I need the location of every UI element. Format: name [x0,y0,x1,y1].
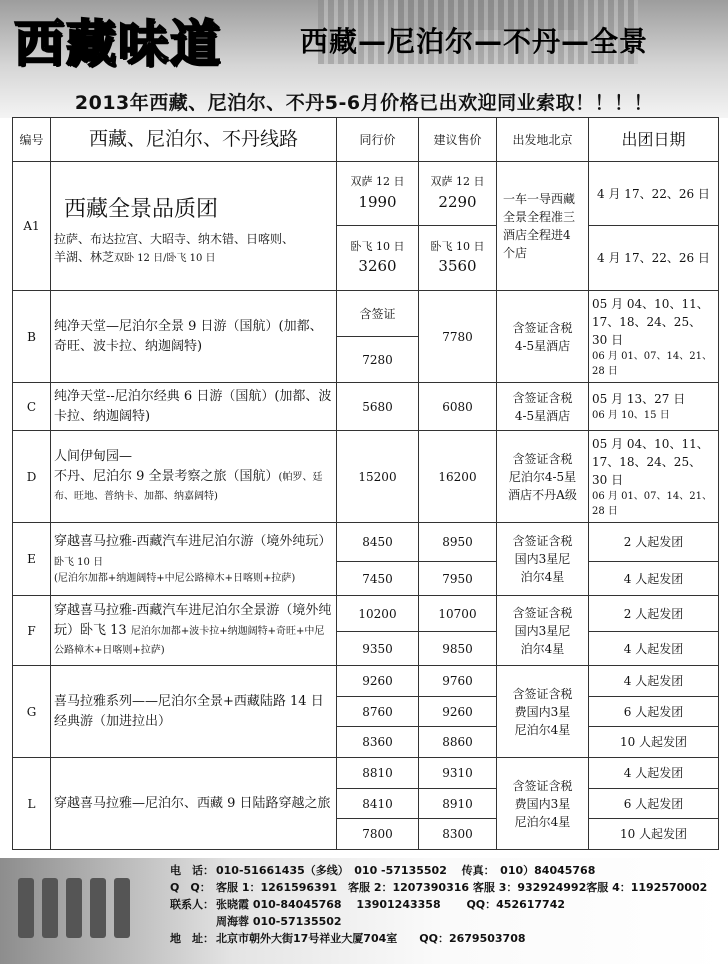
date-cell: 4 月 17、22、26 日 [589,162,719,226]
peer-price-cell: 8760 [337,697,419,727]
dates-may: 05 月 04、10、11、17、18、24、25、30 日 [592,296,709,347]
date-cell [589,383,719,431]
route-note: 双卧 12 日/卧飞 10 日 [114,252,216,264]
price-value: 3560 [438,257,477,275]
price-label: 卧飞 10 日 [350,239,405,253]
headline: 2013年西藏、尼泊尔、不丹5-6月价格已出欢迎同业索取！！！！ [74,92,654,114]
dates-may: 05 月 13、27 日 [592,392,686,406]
table-row [13,758,719,789]
peer-price-cell: 8410 [337,789,419,819]
row-code: B [13,291,51,383]
header-banner [0,0,728,118]
peer-price-cell [337,162,419,226]
header-departure: 出发地北京 [497,118,589,162]
row-code: A1 [13,162,51,291]
peer-price-cell: 7800 [337,819,419,850]
peer-price-cell: 10200 [337,596,419,632]
route-title: 西藏全景品质团 [64,196,219,222]
retail-price-cell: 9850 [419,632,497,666]
contact-person-label: 联系人： [170,898,214,911]
table-header-row [13,118,719,162]
row-code: E [13,523,51,596]
table-row [13,523,719,562]
group-size-cell: 6 人起发团 [589,697,719,727]
peer-price-cell: 7450 [337,562,419,596]
retail-price-cell: 9310 [419,758,497,789]
price-label: 卧飞 10 日 [430,239,485,253]
header-code: 编号 [13,118,51,162]
route-title: 穿越喜马拉雅-西藏汽车进尼泊尔全景游（境外纯玩）卧飞 13 [54,603,332,638]
retail-price-cell: 8950 [419,523,497,562]
date-cell: 4 月 17、22、26 日 [589,226,719,291]
peer-price-cell: 8810 [337,758,419,789]
retail-price-cell: 9260 [419,697,497,727]
dates-june: 06 月 01、07、14、21、28 日 [592,490,712,517]
peer-price-cell: 7280 [337,337,419,383]
prayer-wheel-image [42,878,58,938]
row-code: F [13,596,51,666]
prayer-wheel-image [114,878,130,938]
brand-subtitle: 西藏—尼泊尔—不丹—全景 [300,25,649,58]
peer-price-cell: 15200 [337,431,419,523]
retail-price-cell: 10700 [419,596,497,632]
retail-price-cell: 9760 [419,666,497,697]
price-value: 2290 [438,192,477,211]
contact-info [170,862,707,947]
route-cell: 纯净天堂--尼泊尔经典 6 日游（国航）(加都、波卡拉、纳迦阔特) [51,383,337,431]
group-size-cell: 4 人起发团 [589,758,719,789]
price-label: 双萨 12 日 [430,175,485,188]
prayer-wheel-image [90,878,106,938]
departure-cell: 含签证含税国内3星尼泊尔4星 [497,596,589,666]
peer-price-cell [337,226,419,291]
contact-person-value: 周海蓉 010-57135502 [216,915,342,928]
group-size-cell: 2 人起发团 [589,523,719,562]
group-size-cell: 2 人起发团 [589,596,719,632]
address-label: 地 址： [170,932,214,945]
route-cell [51,523,337,596]
peer-price-cell: 8360 [337,727,419,758]
address-value: 北京市朝外大街17号祥业大厦704室 QQ：2679503708 [216,932,526,945]
route-line: 不丹、尼泊尔 9 全景考察之旅（国航） [54,468,279,484]
route-cell: 穿越喜马拉雅—尼泊尔、西藏 9 日陆路穿越之旅 [51,758,337,850]
route-tag: 卧飞 10 日 [54,556,104,568]
phone-label: 电 话： [170,864,214,877]
table-row [13,162,719,226]
table-row [13,596,719,632]
retail-price-cell: 16200 [419,431,497,523]
route-cell: 喜马拉雅系列——尼泊尔全景+西藏陆路 14 日经典游（加进拉出） [51,666,337,758]
price-value: 3260 [358,257,397,275]
peer-price-cell: 5680 [337,383,419,431]
route-note: 尼泊尔加都+波卡拉+纳迦阔特+奇旺+中尼公路樟木+日喀则+拉萨) [54,625,325,657]
group-size-cell: 10 人起发团 [589,819,719,850]
table-row [13,291,719,337]
departure-cell: 含签证含税4-5星酒店 [497,383,589,431]
group-size-cell: 4 人起发团 [589,562,719,596]
row-code: C [13,383,51,431]
prayer-wheel-image [18,878,34,938]
group-size-cell: 10 人起发团 [589,727,719,758]
departure-cell: 含签证含税国内3星尼泊尔4星 [497,523,589,596]
retail-price-cell [419,162,497,226]
qq-label: Q Q： [170,881,211,894]
row-code: G [13,666,51,758]
peer-price-cell: 9260 [337,666,419,697]
departure-cell: 含签证含税费国内3星尼泊尔4星 [497,666,589,758]
prayer-wheel-image [66,878,82,938]
route-cell [51,596,337,666]
dates-may: 05 月 04、10、11、17、18、24、25、30 日 [592,436,709,487]
table-row [13,383,719,431]
price-table [12,117,719,850]
table-row [13,431,719,523]
retail-price-cell: 8910 [419,789,497,819]
header-dates: 出团日期 [589,118,719,162]
retail-price-cell: 7950 [419,562,497,596]
date-cell [589,291,719,383]
peer-price-cell: 9350 [337,632,419,666]
route-title: 穿越喜马拉雅-西藏汽车进尼泊尔游（境外纯玩） [54,534,332,549]
row-code: D [13,431,51,523]
header-peer: 同行价 [337,118,419,162]
route-desc: 拉萨、布达拉宫、大昭寺、纳木错、日喀则、 [54,231,295,246]
price-label: 双萨 12 日 [350,175,405,188]
route-cell [51,162,337,291]
brand-title: 西藏味道 [14,14,222,73]
route-note: (尼泊尔加都+纳迦阔特+中尼公路樟木+日喀则+拉萨) [54,573,296,584]
price-value: 1990 [358,192,397,211]
date-cell [589,431,719,523]
qq-value: 客服 1：1261596391 客服 2：1207390316 客服 3：932924992客服 4：1192570002 [216,881,708,894]
peer-price-cell: 含签证 [337,291,419,337]
departure-cell: 一车一导西藏全景全程准三酒店全程进4个店 [497,162,589,291]
route-cell [51,431,337,523]
route-line: 人间伊甸园— [54,449,133,465]
route-note: (帕罗、廷布、旺地、普纳卡、加都、纳嘉阔特) [54,471,323,503]
dates-june: 06 月 01、07、14、21、28 日 [592,350,712,377]
group-size-cell: 6 人起发团 [589,789,719,819]
retail-price-cell: 7780 [419,291,497,383]
retail-price-cell [419,226,497,291]
peer-price-cell: 8450 [337,523,419,562]
group-size-cell: 4 人起发团 [589,666,719,697]
group-size-cell: 4 人起发团 [589,632,719,666]
route-cell: 纯净天堂—尼泊尔全景 9 日游（国航）(加都、奇旺、波卡拉、纳迦阔特) [51,291,337,383]
departure-cell: 含签证含税4-5星酒店 [497,291,589,383]
departure-cell: 含签证含税尼泊尔4-5星酒店不丹A级 [497,431,589,523]
header-retail: 建议售价 [419,118,497,162]
row-code: L [13,758,51,850]
phone-value: 010-51661435（多线） 010 -57135502 传真： 010）84045768 [216,864,596,877]
table-row [13,666,719,697]
retail-price-cell: 8860 [419,727,497,758]
retail-price-cell: 6080 [419,383,497,431]
route-desc: 羊湖、林芝 [54,249,115,264]
retail-price-cell: 8300 [419,819,497,850]
dates-june: 06 月 10、15 日 [592,410,670,421]
header-route: 西藏、尼泊尔、不丹线路 [51,118,337,162]
contact-person-value: 张晓霞 010-84045768 13901243358 QQ：452617742 [216,898,566,911]
departure-cell: 含签证含税费国内3星尼泊尔4星 [497,758,589,850]
